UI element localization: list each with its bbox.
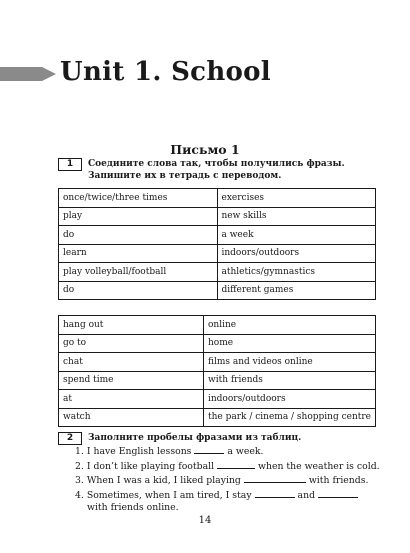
table-row — [59, 207, 376, 226]
sentence-text: and — [297, 489, 316, 501]
table-row — [59, 244, 376, 263]
task-2-text: Заполните пробелы фразами из таблиц. — [88, 433, 302, 443]
table-row — [59, 189, 376, 208]
table-cell: learn — [59, 244, 218, 263]
task-1-text: Соедините слова так, чтобы получились фразы. Запишите их в тетрадь с переводом. — [88, 159, 345, 181]
sentence-text: 4. Sometimes, when I am tired, I stay — [75, 489, 252, 501]
table-row — [59, 226, 376, 245]
answer-blank[interactable] — [255, 488, 295, 498]
page-number: 14 — [198, 515, 212, 526]
table-cell: home — [204, 334, 376, 353]
sentence-1 — [75, 444, 380, 459]
sentence-text: 1. I have English lessons — [75, 446, 192, 457]
phrase-table-2 — [58, 315, 376, 427]
table-row — [59, 334, 376, 353]
table-cell: new skills — [217, 207, 376, 226]
table-cell: the park / cinema / shopping centre — [204, 408, 376, 427]
table-cell: with friends — [204, 371, 376, 390]
table-cell: hang out — [59, 316, 204, 335]
table-row — [59, 408, 376, 427]
sentence-4 — [75, 488, 380, 503]
sentence-text: with friends. — [308, 475, 369, 486]
table-cell: chat — [59, 353, 204, 372]
table-cell: exercises — [217, 189, 376, 208]
sentence-text: a week. — [227, 446, 264, 457]
answer-blank[interactable] — [318, 488, 358, 498]
sentence-text: 2. I don’t like playing football — [75, 460, 215, 472]
unit-title: Unit 1. School — [60, 57, 271, 87]
table-cell: athletics/gymnastics — [217, 263, 376, 282]
sentence-text: 3. When I was a kid, I liked playing — [75, 475, 241, 486]
table-cell: a week — [217, 226, 376, 245]
table-cell: online — [204, 316, 376, 335]
table-row — [59, 263, 376, 282]
table-cell: indoors/outdoors — [217, 244, 376, 263]
unit-banner-arrow-icon — [42, 67, 56, 81]
table-cell: do — [59, 281, 218, 300]
task-1-instruction — [58, 158, 345, 181]
table-cell: play volleyball/football — [59, 263, 218, 282]
table-cell: spend time — [59, 371, 204, 390]
table-row — [59, 390, 376, 409]
table-cell: at — [59, 390, 204, 409]
table-row — [59, 316, 376, 335]
answer-blank[interactable] — [194, 444, 224, 454]
sentence-4-continued — [75, 502, 380, 515]
task-2-number: 2 — [58, 432, 82, 445]
table-cell: films and videos online — [204, 353, 376, 372]
table-cell: do — [59, 226, 218, 245]
sentence-2 — [75, 459, 380, 474]
unit-banner-bar — [0, 67, 42, 81]
table-cell: watch — [59, 408, 204, 427]
answer-blank[interactable] — [244, 473, 306, 483]
answer-blank[interactable] — [217, 459, 255, 469]
task-1-number: 1 — [58, 158, 82, 171]
table-cell: go to — [59, 334, 204, 353]
sentence-text: with friends online. — [87, 502, 179, 513]
fill-in-sentences — [75, 444, 380, 515]
table-row — [59, 281, 376, 300]
table-row — [59, 353, 376, 372]
table-cell: play — [59, 207, 218, 226]
sentence-3 — [75, 473, 380, 488]
phrase-table-1 — [58, 188, 376, 300]
table-cell: once/twice/three times — [59, 189, 218, 208]
letter-heading: Письмо 1 — [170, 142, 240, 157]
table-cell: different games — [217, 281, 376, 300]
table-row — [59, 371, 376, 390]
sentence-text: when the weather is cold. — [258, 460, 380, 472]
table-cell: indoors/outdoors — [204, 390, 376, 409]
